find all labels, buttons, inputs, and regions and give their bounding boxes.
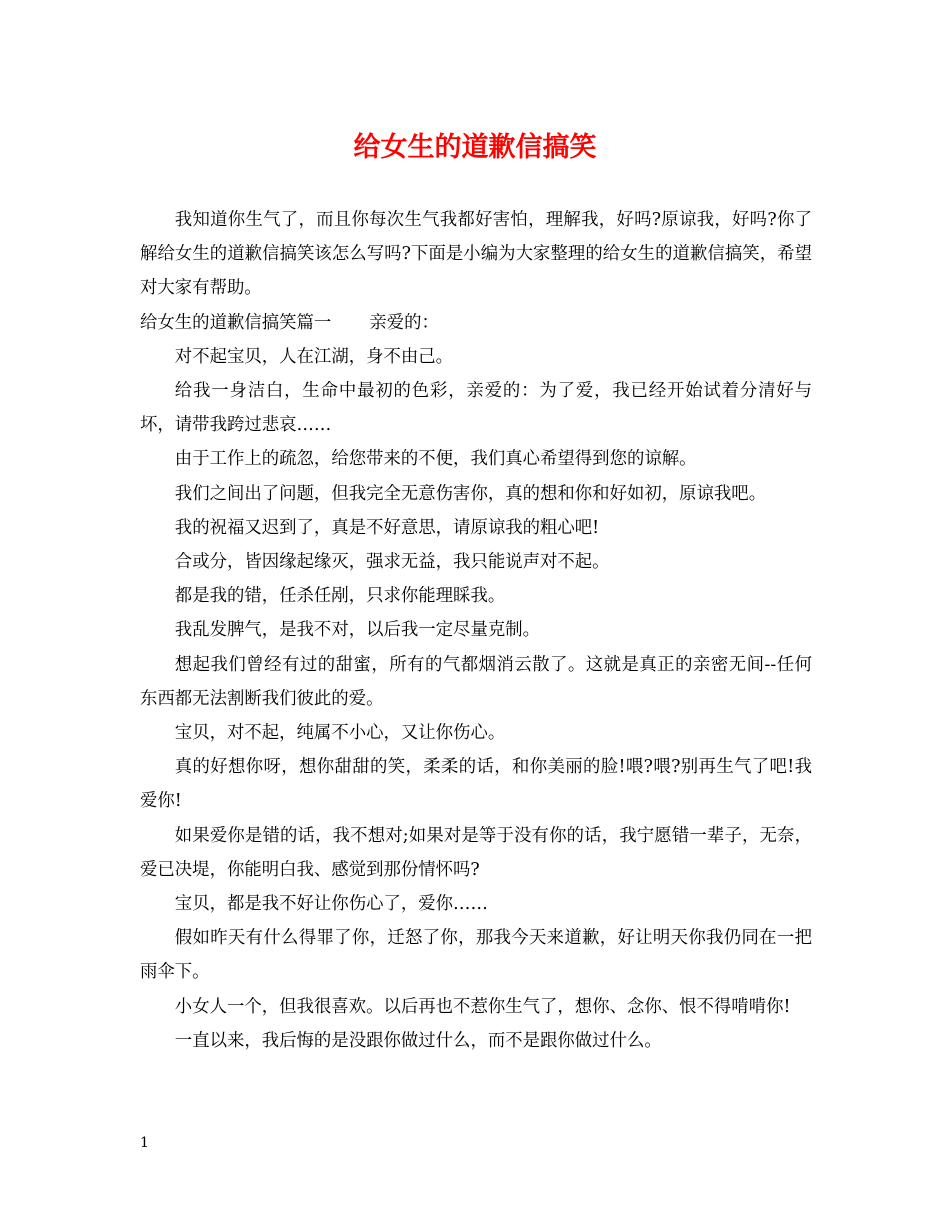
- section-heading-line: [140, 306, 812, 340]
- intro-paragraph: 我知道你生气了，而且你每次生气我都好害怕，理解我，好吗?原谅我，好吗?你了解给女生的道歉信搞笑该怎么写吗?下面是小编为大家整理的给女生的道歉信搞笑，希望对大家有帮助。: [140, 210, 812, 299]
- document-title: 给女生的道歉信搞笑: [353, 132, 597, 163]
- document-body: [140, 203, 812, 1058]
- body-paragraph: 我乱发脾气，是我不对，以后我一定尽量克制。: [174, 620, 541, 641]
- body-paragraph: 小女人一个，但我很喜欢。以后再也不惹你生气了，想你、念你、恨不得啃啃你!: [174, 996, 791, 1017]
- body-paragraph: 假如昨天有什么得罪了你，迁怒了你，那我今天来道歉，好让明天你我仍同在一把雨伞下。: [140, 928, 812, 983]
- body-paragraph: 宝贝，对不起，纯属不小心，又让你伤心。: [174, 723, 506, 744]
- body-paragraph: 我的祝福又迟到了，真是不好意思，请原谅我的粗心吧!: [174, 517, 600, 538]
- body-paragraph: 一直以来，我后悔的是没跟你做过什么，而不是跟你做过什么。: [174, 1030, 662, 1051]
- salutation: 亲爱的：: [369, 312, 439, 333]
- body-paragraph: 真的好想你呀，想你甜甜的笑，柔柔的话，和你美丽的脸!喂?喂?别再生气了吧!我爱你!: [140, 757, 812, 812]
- body-paragraph: 都是我的错，任杀任剐，只求你能理睬我。: [174, 586, 506, 607]
- body-paragraph: 由于工作上的疏忽，给您带来的不便，我们真心希望得到您的谅解。: [174, 449, 697, 470]
- section-heading: 给女生的道歉信搞笑篇一: [140, 312, 332, 333]
- body-paragraph: 宝贝，都是我不好让你伤心了，爱你……: [174, 894, 488, 915]
- page-number: 1: [140, 1135, 149, 1151]
- body-paragraph: 如果爱你是错的话，我不想对;如果对是等于没有你的话，我宁愿错一辈子，无奈，爱已决堤，你能明白我、感觉到那份情怀吗?: [140, 825, 812, 880]
- body-paragraph: 合或分，皆因缘起缘灭，强求无益，我只能说声对不起。: [174, 552, 610, 573]
- body-paragraph: 想起我们曾经有过的甜蜜，所有的气都烟消云散了。这就是真正的亲密无间--任何东西都无法割断我们彼此的爱。: [140, 654, 812, 709]
- body-paragraph: 我们之间出了问题，但我完全无意伤害你，真的想和你和好如初，原谅我吧。: [174, 483, 767, 504]
- body-paragraph: 对不起宝贝，人在江湖，身不由己。: [174, 346, 454, 367]
- body-paragraph: 给我一身洁白，生命中最初的色彩，亲爱的：为了爱，我已经开始试着分清好与坏，请带我跨过悲哀……: [140, 381, 812, 436]
